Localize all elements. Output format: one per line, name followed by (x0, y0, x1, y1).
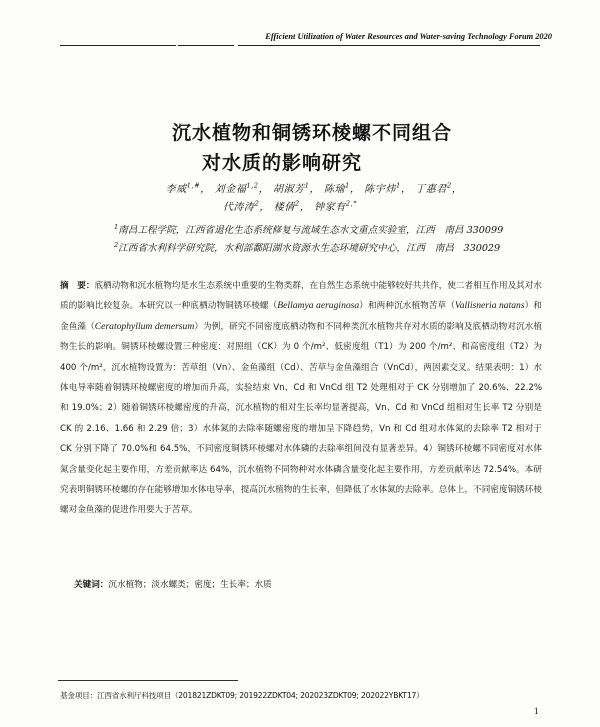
paper-title-line-1: 沉水植物和铜锈环棱螺不同组合 (171, 122, 452, 144)
running-header: Efficient Utilization of Water Resources and Water-saving Technology Forum 2020 (265, 32, 552, 41)
author: 胡淑芳$^1$ (272, 181, 310, 195)
author: 李威$^{1,\#}$ (165, 181, 201, 195)
author: 刘金福$^{1,2}$ (214, 181, 259, 195)
funding-footnote: 基金项目：江西省水利厅科技项目（201821ZDKT09; 201922ZDKT04; 202023ZDKT09; 202022YBKT17） (60, 691, 424, 700)
page-number: 1 (534, 706, 539, 716)
abstract: 摘 要：底栖动物和沉水植物均是水生态系统中重要的生物类群，在自然生态系统中能够较好共共作，使二者相互作用及其对水质的影响比较复杂。本研究以一种底栖动物铜锈环棱螺（Bellamya aeruginosa）和两种沉水植物苦草（Vallisneria natans）和金鱼藻（Ceratophyllum demersum）为例，研究不同密度底栖动物和不同种类沉水植物共存对水质的影响及底栖动物对沉水植物生长的影响。铜锈环棱螺设置三种密度：对照组（CK）为 0 个/m²、低密度组（T1）为 200 个/m²、和高密度组（T2）为 400 个/m²，沉水植物设置为：苦草组（Vn）、金鱼藻组（Cd）、苦草与金鱼藻组合（VnCd），两因素交叉。结果表明：1）水体电导率随着铜锈环棱螺密度的增加而升高，实验结束 Vn、Cd 和 VnCd 组 T2 处理相对于 CK 分别增加了 20.6%、22.2%和 19.0%；2）随着铜锈环棱螺密度的升高，沉水植物的相对生长率均显著提高，Vn、Cd 和 VnCd 组相对生长率 T2 分别是 CK 的 2.16、1.66 和 2.29 倍；3）水体氮的去除率随螺密度的增加呈下降趋势，Vn 和 Cd 组对水体氮的去除率 T2 相对于 CK 分别下降了 70.0%和 64.5%，不同密度铜锈环棱螺对水体磷的去除率组间没有显著差异。4）铜锈环棱螺不同密度对水体氮含量变化起主要作用，方差贡献率达 64%，沉水植物不同物种对水体磷含量变化起主要作用，方差贡献率达 72.54%。本研究表明铜锈环棱螺的存在能够增加水体电导率，提高沉水植物的生长率，但降低了水体氮的去除率。总体上，不同密度铜锈环棱螺对金鱼藻的促进作用要大于苦草。 (60, 281, 542, 516)
author: 楼倩$^2$ (273, 199, 300, 213)
species-name: Vallisneria natans (454, 300, 525, 312)
affiliation-2: $^2$江西省水利科学研究院，水利部鄱阳湖水资源水生态环境研究中心，江西 南昌 330029 (114, 240, 501, 254)
keywords (74, 578, 544, 590)
keywords-label: 关键词： (74, 580, 109, 590)
header-rule (60, 45, 176, 46)
paper-title-line-2: 对水质的影响研究 (201, 152, 362, 174)
author-line-2: 代涛涛$^2$， 楼倩$^2$， 钟家有$^{2,*}$ (222, 199, 358, 213)
affiliation-1: $^1$南昌工程学院，江西省退化生态系统修复与流域生态水文重点实验室，江西 南昌 330099 (114, 222, 504, 236)
author: 陈宇炜$^1$ (364, 181, 401, 195)
author: 陈瑜$^1$ (323, 181, 350, 195)
species-name: Bellamya aeruginosa (277, 300, 360, 312)
author: 代涛涛$^2$ (222, 199, 260, 213)
keywords-text: 沉水植物；淡水螺类；密度；生长率；水质 (108, 580, 272, 590)
author: 钟家有$^{2,*}$ (314, 199, 358, 213)
author: 丁惠君$^2$ (415, 181, 452, 195)
author-line-1: 李威$^{1,\#}$， 刘金福$^{1,2}$， 胡淑芳$^1$， 陈瑜$^1$， 陈宇炜$^1$， 丁惠君$^2$， (165, 181, 463, 195)
header-rule (238, 45, 540, 46)
species-name: Ceratophyllum demersum (94, 320, 195, 332)
abstract-label: 摘 要： (60, 281, 95, 291)
header-rule (178, 45, 234, 46)
footnote-rule (58, 680, 238, 681)
